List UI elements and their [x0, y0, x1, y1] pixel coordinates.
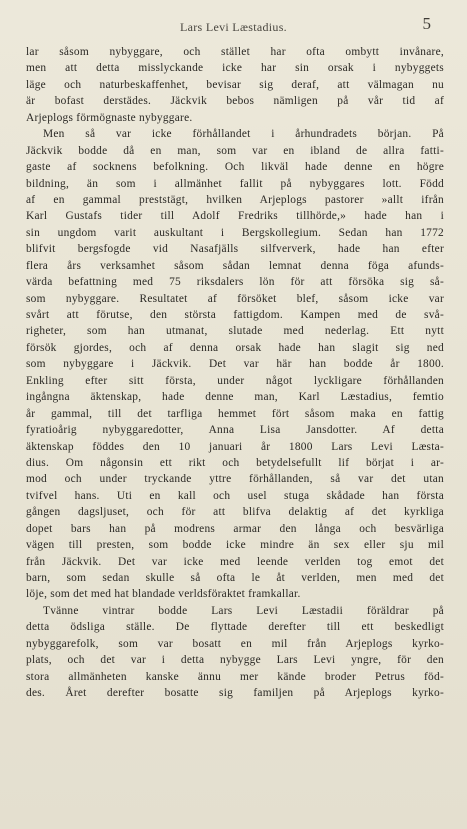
text-line: men att detta misslyckande icke har sin orsak i nybyggets [26, 62, 444, 75]
text-line: försök gjordes, och af denna orsak hade han slagit sig ned [26, 341, 444, 354]
text-line: Jäckvik bodde då en man, som var en ibland de allra fatti- [26, 144, 444, 157]
text-line: fyratioårig nybyggaredotter, Anna Lisa Jansdotter. Af detta [26, 424, 444, 437]
text-line: bildning, än som i allmänhet fallit på nybyggares lott. Född [26, 177, 444, 190]
text-line: från Jäckvik. Det var icke med leende verlden tog emot det [26, 555, 444, 568]
page-header [0, 14, 467, 40]
text-line: värda befattning med 75 riksdalers lön för att försöka sig så- [26, 276, 444, 289]
text-line: läge och naturbeskaffenhet, bevisar sig deraf, att välmagan nu [26, 78, 444, 91]
text-line: dopet bars han på modrens armar den långa och besvärliga [26, 522, 444, 535]
text-line: Tvänne vintrar bodde Lars Levi Læstadii föräldrar på [43, 604, 444, 617]
text-line: som nybyggare. Resultatet af försöket blef, såsom icke var [26, 292, 444, 305]
text-line: äktenskap föddes den 10 januari år 1800 Lars Levi Læsta- [26, 440, 444, 453]
text-line: righeter, som han utmanat, slutade med nederlag. Ett nytt [26, 325, 444, 338]
text-line: gaste af socknens befolkning. Och likväl hade denne en högre [26, 161, 444, 174]
text-line: Arjeplogs förmögnaste nybyggare. [26, 111, 193, 124]
text-line: Men så var icke förhållandet i århundradets början. På [43, 128, 444, 141]
text-line: lar såsom nybyggare, och stället har ofta ombytt invånare, [26, 46, 444, 58]
text-line: är bofast derstädes. Jäckvik bebos nämligen på vår tid af [26, 95, 444, 108]
text-line: svårt att förutse, den största fattigdom. Kampen med de svå- [26, 309, 444, 321]
text-line: dius. Om någonsin ett rikt och betydelsefullt lif börjat i ar- [26, 456, 444, 469]
text-line: vägen till presten, som bodde icke mindre än sex eller sju mil [26, 539, 444, 552]
text-line: Karl Gustafs tider till Adolf Fredriks tillhörde,» hade han i [26, 210, 444, 223]
text-line: tvifvel hans. Uti en kall och usel stuga skådade han första [26, 489, 444, 502]
text-line: blifvit bergsfogde vid Nasafjälls silfververk, hade han efter [26, 243, 444, 256]
text-line: som nybyggare i Jäckvik. Det var här han bodde år 1800. [26, 358, 444, 371]
text-line: löje, som det med hat blandade verldsföraktet framkallar. [26, 588, 301, 601]
text-line: Enkling efter sitt första, under något lyckligare förhållanden [26, 374, 444, 387]
text-line: des. Året derefter bosatte sig familjen på Arjeplogs kyrko- [26, 687, 444, 700]
body-text [26, 44, 444, 702]
text-line: flera års verksamhet såsom sådan lemnat denna föga afunds- [26, 259, 444, 272]
text-line: plats, och det var i detta nybygge Lars Levi yngre, för den [26, 654, 444, 667]
text-line: barn, som sedan skulle så ofta le åt verlden, men med det [26, 572, 444, 584]
text-line: mod och under tryckande yttre förhållanden, så var det utan [26, 473, 444, 486]
text-line: år gammal, till det tarfliga hemmet fört såsom maka en fattig [26, 407, 444, 420]
text-line: stora allmänheten kanske ännu mer kände broder Petrus föd- [26, 670, 444, 683]
text-line: af en gammal preststägt, hvilken Arjeplogs pastorer »allt ifrån [26, 193, 444, 206]
text-line: nybyggarefolk, som var bosatt en mil från Arjeplogs kyrko- [26, 637, 444, 650]
running-head: Lars Levi Læstadius. [180, 20, 287, 34]
text-line: ingångna äktenskap, hade denne man, Karl Læstadius, femtio [26, 391, 444, 404]
text-line: detta ödsliga ställe. De flyttade derefter till ett beskedligt [26, 621, 444, 634]
page-number: 5 [422, 14, 431, 33]
text-line: sin ungdom varit auskultant i Bergskollegium. Sedan han 1772 [26, 226, 444, 239]
text-line: gången dagsljuset, och för att blifva delaktig af det kyrkliga [26, 506, 444, 519]
